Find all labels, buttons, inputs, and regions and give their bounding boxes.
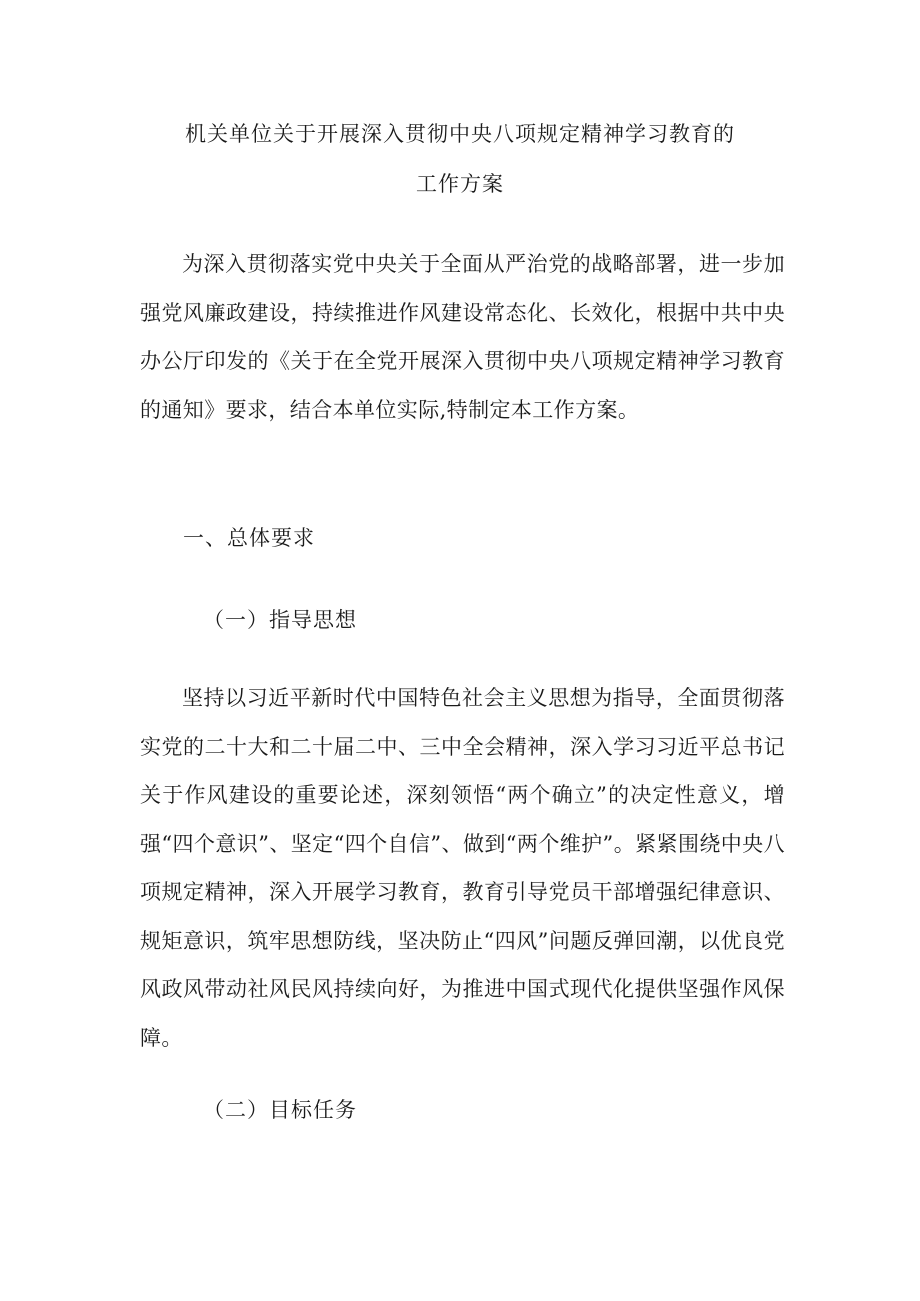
intro-paragraph: 为深入贯彻落实党中央关于全面从严治党的战略部署，进一步加强党风廉政建设，持续推进作风建设常态化、长效化，根据中共中央办公厅印发的《关于在全党开展深入贯彻中央八项规定精神学习教育的通知》要求，结合本单位实际,特制定本工作方案。 xyxy=(140,252,785,422)
document-title-line2: 工作方案 xyxy=(416,172,504,196)
guiding-ideology-paragraph: 坚持以习近平新时代中国特色社会主义思想为指导，全面贯彻落实党的二十大和二十届二中、三中全会精神，深入学习习近平总书记关于作风建设的重要论述，深刻领悟“两个确立”的决定性意义，增强“四个意识”、坚定“四个自信”、做到“两个维护”。紧紧围绕中央八项规定精神，深入开展学习教育，教育引导党员干部增强纪律意识、规矩意识，筑牢思想防线，坚决防止“四风”问题反弹回潮，以优良党风政风带动社风民风持续向好，为推进中国式现代化提供坚强作风保障。 xyxy=(140,686,785,1050)
section-heading-general-requirements: 一、总体要求 xyxy=(183,526,315,550)
subsection-heading-objectives: （二）目标任务 xyxy=(203,1098,357,1122)
document-title-line1: 机关单位关于开展深入贯彻中央八项规定精神学习教育的 xyxy=(185,122,735,146)
subsection-heading-guiding-ideology: （一）指导思想 xyxy=(203,608,357,632)
